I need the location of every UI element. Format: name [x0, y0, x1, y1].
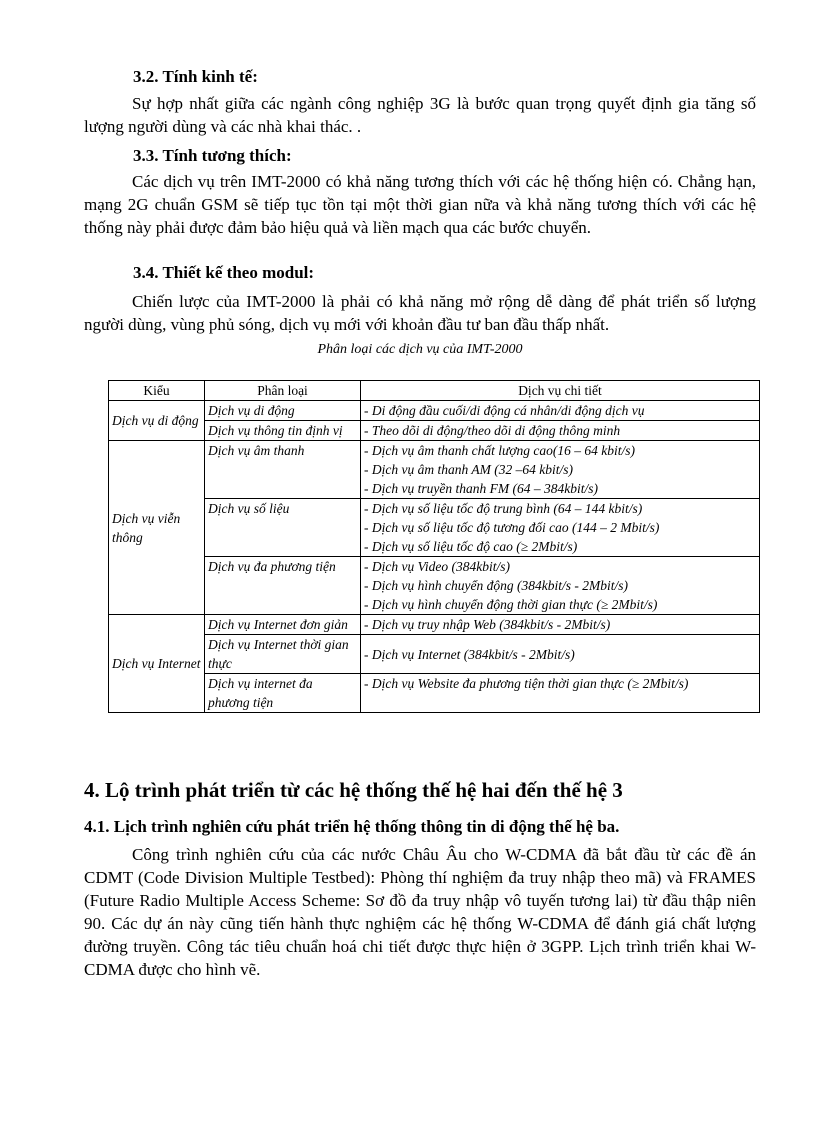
- table-header-row: [109, 381, 760, 401]
- type-cell: Dịch vụ di động: [109, 401, 205, 441]
- table-caption: Phân loại các dịch vụ của IMT-2000: [317, 342, 523, 357]
- section-3-2-heading: 3.2. Tính kinh tế:: [133, 67, 258, 86]
- detail-line: - Dịch vụ số liệu tốc độ trung bình (64 – 144 kbit/s): [364, 501, 643, 516]
- details-cell: [361, 557, 760, 615]
- details-cell: [361, 635, 760, 674]
- category-cell: Dịch vụ Internet thời gian thực: [205, 635, 361, 674]
- detail-line: - Theo dõi di động/theo dõi di động thông minh: [364, 423, 621, 438]
- section-3-3-heading: 3.3. Tính tương thích:: [133, 146, 292, 165]
- details-cell: [361, 615, 760, 635]
- services-table: [108, 380, 760, 713]
- category-cell: Dịch vụ đa phương tiện: [205, 557, 361, 615]
- detail-line: - Dịch vụ Video (384kbit/s): [364, 559, 510, 574]
- table-row: [109, 635, 760, 674]
- category-cell: Dịch vụ di động: [205, 401, 361, 421]
- type-cell: Dịch vụ Internet: [109, 615, 205, 713]
- header-type: Kiểu: [109, 381, 205, 401]
- detail-line: - Dịch vụ hình chuyển động thời gian thực (≥ 2Mbit/s): [364, 597, 658, 612]
- category-cell: Dịch vụ thông tin định vị: [205, 421, 361, 441]
- section-3-2-paragraph: Sự hợp nhất giữa các ngành công nghiệp 3G là bước quan trọng quyết định gia tăng số lượng người dùng và các nhà khai thác. .: [84, 94, 756, 136]
- category-cell: Dịch vụ Internet đơn giản: [205, 615, 361, 635]
- category-cell: Dịch vụ số liệu: [205, 499, 361, 557]
- detail-line: - Dịch vụ số liệu tốc độ cao (≥ 2Mbit/s): [364, 539, 578, 554]
- table-row: [109, 499, 760, 557]
- section-4-1-heading: 4.1. Lịch trình nghiên cứu phát triển hệ thống thông tin di động thế hệ ba.: [84, 817, 620, 836]
- details-cell: [361, 499, 760, 557]
- detail-line: - Dịch vụ âm thanh chất lượng cao(16 – 64 kbit/s): [364, 443, 636, 458]
- table-row: [109, 674, 760, 713]
- detail-line: - Dịch vụ hình chuyển động (384kbit/s - 2Mbit/s): [364, 578, 628, 593]
- detail-line: - Dịch vụ số liệu tốc độ tương đối cao (144 – 2 Mbit/s): [364, 520, 660, 535]
- detail-line: - Dịch vụ truy nhập Web (384kbit/s - 2Mbit/s): [364, 617, 611, 632]
- details-cell: [361, 441, 760, 499]
- detail-line: - Dịch vụ truyền thanh FM (64 – 384kbit/s): [364, 481, 598, 496]
- header-category: Phân loại: [205, 381, 361, 401]
- details-cell: [361, 421, 760, 441]
- category-cell: Dịch vụ internet đa phương tiện: [205, 674, 361, 713]
- details-cell: [361, 401, 760, 421]
- section-3-4-paragraph: Chiến lược của IMT-2000 là phải có khả năng mở rộng dễ dàng để phát triển số lượng người dùng, vùng phủ sóng, dịch vụ mới với khoản đầu tư ban đầu thấp nhất.: [84, 292, 756, 334]
- category-cell: Dịch vụ âm thanh: [205, 441, 361, 499]
- table-row: [109, 401, 760, 421]
- section-3-3-paragraph: Các dịch vụ trên IMT-2000 có khả năng tương thích với các hệ thống hiện có. Chẳng hạn, mạng 2G chuẩn GSM sẽ tiếp tục tồn tại một thời gian nữa và khả năng tương thích với các hệ thống này phải được đảm bảo hiệu quả và liền mạch qua các bước chuyển.: [84, 172, 756, 237]
- table-row: [109, 421, 760, 441]
- section-4-1-paragraph: Công trình nghiên cứu của các nước Châu Âu cho W-CDMA đã bắt đầu từ các đề án CDMT (Code Division Multiple Testbed): Phòng thí nghiệm đa truy nhập theo mã) và FRAMES (Future Radio Multiple Access Scheme: Sơ đồ đa truy nhập vô tuyến tương lai) từ đầu thập niên 90. Các dự án này cũng tiến hành thực nghiệm các hệ thống W-CDMA để đánh giá chất lượng đường truyền. Công tác tiêu chuẩn hoá chi tiết được thực hiện ở 3GPP. Lịch trình triển khai W-CDMA được cho hình vẽ.: [84, 845, 756, 979]
- header-details: Dịch vụ chi tiết: [361, 381, 760, 401]
- detail-line: - Dịch vụ âm thanh AM (32 –64 kbit/s): [364, 462, 573, 477]
- table-row: [109, 615, 760, 635]
- section-3-4-heading: 3.4. Thiết kế theo modul:: [133, 263, 315, 282]
- details-cell: [361, 674, 760, 713]
- section-4-heading: 4. Lộ trình phát triển từ các hệ thống thế hệ hai đến thế hệ 3: [84, 778, 623, 802]
- detail-line: - Dịch vụ Internet (384kbit/s - 2Mbit/s): [364, 646, 575, 662]
- table-row: [109, 557, 760, 615]
- type-cell: Dịch vụ viễn thông: [109, 441, 205, 615]
- table-row: [109, 441, 760, 499]
- detail-line: - Dịch vụ Website đa phương tiện thời gian thực (≥ 2Mbit/s): [364, 676, 689, 691]
- detail-line: - Di động đầu cuối/di động cá nhân/di động dịch vụ: [364, 403, 645, 418]
